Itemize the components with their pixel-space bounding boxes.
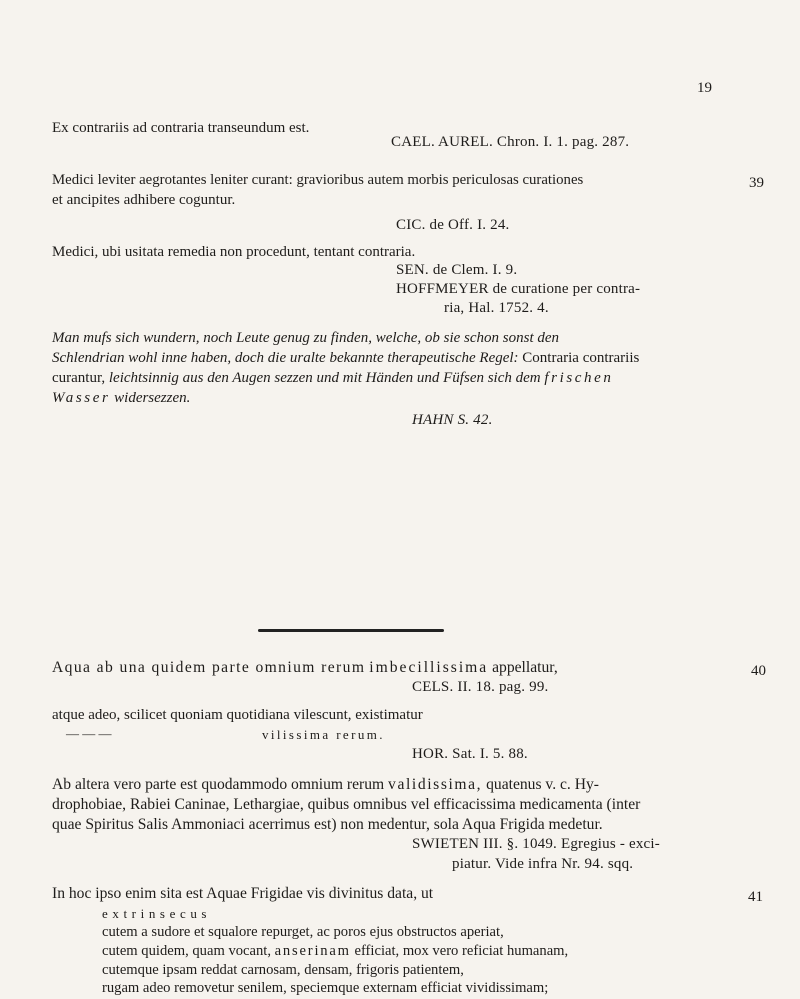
- margin-number-41: 41: [748, 889, 763, 905]
- hahn-line-2-italic: Schlendrian wohl inne haben, doch die uralte bekannte therapeutische Regel:: [52, 350, 519, 366]
- horace-dashes: — — —: [66, 726, 112, 741]
- celsus-spaced-word: imbecillissima: [369, 659, 489, 676]
- hoffmeyer-citation-1: HOFFMEYER de curatione per contra-: [396, 281, 641, 297]
- cicero-line-2: et ancipites adhibere coguntur.: [52, 192, 236, 208]
- swieten-line-1-end: quatenus v. c. Hy-: [486, 776, 599, 793]
- hahn-line-3-spaced: frischen: [544, 370, 614, 386]
- hahn-line-2: [52, 348, 639, 368]
- swieten-line-1-start: Ab altera vero parte est quodammodo omnium rerum: [52, 776, 385, 793]
- cicero-citation: CIC. de Off. I. 24.: [396, 217, 510, 233]
- hoffmeyer-citation-2: ria, Hal. 1752. 4.: [444, 300, 549, 316]
- cicero-line-1: Medici leviter aegrotantes leniter curant: gravioribus autem morbis periculosas curationes: [52, 172, 584, 188]
- swieten-citation-1: SWIETEN III. §. 1049. Egregius - exci-: [412, 836, 660, 852]
- celsus-line: [52, 658, 558, 678]
- final-line-3-start: cutem quidem, quam vocant,: [102, 943, 271, 959]
- horace-spaced-phrase: vilissima rerum.: [262, 727, 385, 742]
- hahn-line-2-latin: Contraria contrariis: [518, 350, 640, 366]
- motto-line: Ex contrariis ad contraria transeundum est.: [52, 120, 310, 136]
- final-line-4: cutemque ipsam reddat carnosam, densam, frigoris patientem,: [102, 962, 464, 978]
- seneca-citation: SEN. de Clem. I. 9.: [396, 262, 518, 278]
- final-line-2: cutem a sudore et squalore repurget, ac poros ejus obstructos aperiat,: [102, 924, 504, 940]
- final-line-3: [102, 941, 568, 961]
- hahn-line-4-spaced: Wasser: [52, 390, 111, 406]
- celsus-line-end: appellatur,: [492, 659, 558, 676]
- swieten-line-1: [52, 775, 599, 795]
- hahn-line-3: [52, 368, 614, 388]
- swieten-line-3: quae Spiritus Salis Ammoniaci acerrimus est) non medentur, sola Aqua Frigida medetur.: [52, 816, 603, 833]
- margin-number-39: 39: [749, 175, 764, 191]
- final-spaced-word: extrinsecus: [102, 906, 212, 921]
- section-divider: [258, 629, 444, 632]
- swieten-spaced-word: validissima,: [388, 776, 483, 793]
- final-line-3-end: efficiat, mox vero reficiat humanam,: [354, 943, 569, 959]
- celsus-line-start: Aqua ab una quidem parte omnium rerum: [52, 659, 366, 676]
- horace-citation: HOR. Sat. I. 5. 88.: [412, 746, 528, 762]
- swieten-citation-2: piatur. Vide infra Nr. 94. sqq.: [452, 856, 634, 872]
- swieten-line-2: drophobiae, Rabiei Caninae, Lethargiae, quibus omnibus vel efficacissima medicamenta (inter: [52, 796, 641, 813]
- hahn-citation: HAHN S. 42.: [412, 412, 493, 428]
- page-number: 19: [697, 80, 712, 96]
- final-line-3-spaced: anserinam: [274, 943, 351, 959]
- horace-line-1: atque adeo, scilicet quoniam quotidiana vilescunt, existimatur: [52, 707, 423, 723]
- final-line-5: rugam adeo removetur senilem, speciemque externam efficiat vividissimam;: [102, 980, 549, 996]
- hahn-line-4-italic: widersezzen.: [110, 390, 191, 406]
- hahn-line-1: Man mufs sich wundern, noch Leute genug zu finden, welche, ob sie schon sonst den: [52, 330, 560, 346]
- motto-citation: CAEL. AUREL. Chron. I. 1. pag. 287.: [391, 134, 630, 150]
- hahn-line-4: [52, 388, 190, 408]
- celsus-citation: CELS. II. 18. pag. 99.: [412, 679, 549, 695]
- hahn-line-3-latin: curantur,: [52, 370, 106, 386]
- seneca-line: Medici, ubi usitata remedia non procedunt, tentant contraria.: [52, 244, 416, 260]
- final-line-1: In hoc ipso enim sita est Aquae Frigidae vis divinitus data, ut: [52, 885, 434, 902]
- margin-number-40: 40: [751, 663, 766, 679]
- hahn-line-3-italic: leichtsinnig aus den Augen sezzen und mit Händen und Füfsen sich dem: [105, 370, 541, 386]
